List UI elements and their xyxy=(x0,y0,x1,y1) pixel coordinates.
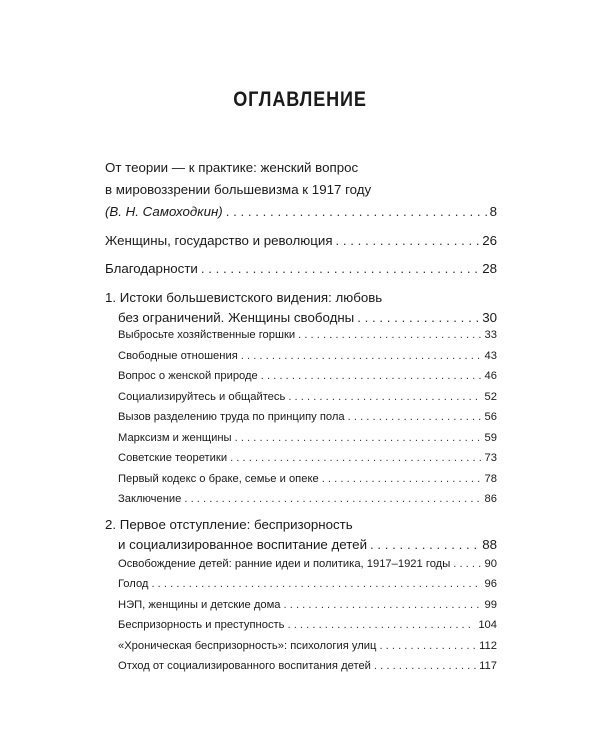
toc-entry[interactable] xyxy=(118,432,497,447)
toc-entry-title: Марксизм и женщины xyxy=(118,432,232,444)
toc-entry[interactable] xyxy=(118,599,497,614)
leader-dots xyxy=(226,204,487,219)
leader-dots xyxy=(357,310,479,325)
toc-entry[interactable] xyxy=(118,370,497,385)
toc-page-number: 90 xyxy=(484,558,497,570)
toc-page-number: 59 xyxy=(484,432,497,444)
toc-entry[interactable] xyxy=(105,261,497,279)
toc-entry-title: и социализированное воспитание детей xyxy=(118,537,367,552)
leader-dots xyxy=(261,370,482,382)
toc-entry[interactable] xyxy=(118,619,497,634)
toc-page-number: 73 xyxy=(484,452,497,464)
toc-entry[interactable] xyxy=(105,204,497,222)
toc-entry-line: 1. Истоки большевистского видения: любовь xyxy=(105,290,383,305)
leader-dots xyxy=(370,537,479,552)
leader-dots xyxy=(336,233,480,248)
leader-dots xyxy=(241,350,482,362)
toc-entry[interactable] xyxy=(118,660,497,675)
leader-dots xyxy=(288,391,481,403)
toc-page-number: 33 xyxy=(484,329,497,341)
toc-entry[interactable] xyxy=(118,640,497,655)
toc-entry-title: «Хроническая беспризорность»: психология улиц xyxy=(118,640,377,652)
toc-entry[interactable] xyxy=(118,350,497,365)
toc-entry[interactable] xyxy=(118,473,497,488)
leader-dots xyxy=(230,452,481,464)
toc-entry[interactable] xyxy=(118,329,497,344)
toc-entry-title: Освобождение детей: ранние идеи и политика, 1917–1921 годы xyxy=(118,558,451,570)
leader-dots xyxy=(322,473,482,485)
toc-entry-line: 2. Первое отступление: беспризорность xyxy=(105,517,353,532)
toc-page-number: 117 xyxy=(479,660,497,672)
toc-entry-title: Советские теоретики xyxy=(118,452,228,464)
toc-entry[interactable] xyxy=(105,233,497,251)
toc-entry[interactable] xyxy=(118,411,497,426)
leader-dots xyxy=(184,493,481,505)
leader-dots xyxy=(453,558,481,570)
toc-page-number: 8 xyxy=(489,204,497,219)
leader-dots xyxy=(151,578,481,590)
leader-dots xyxy=(235,432,482,444)
toc-entry[interactable] xyxy=(118,537,497,555)
toc-page-number: 52 xyxy=(484,391,497,403)
toc-entry[interactable] xyxy=(118,493,497,508)
toc-entry[interactable] xyxy=(118,578,497,593)
toc-page-number: 56 xyxy=(484,411,497,423)
toc-page-number: 46 xyxy=(484,370,497,382)
toc-entry-line: в мировоззрении большевизма к 1917 году xyxy=(105,182,372,197)
toc-entry-line: От теории — к практике: женский вопрос xyxy=(105,160,359,175)
leader-dots xyxy=(374,660,476,672)
toc-entry-title: Свободные отношения xyxy=(118,350,238,362)
toc-page-number: 96 xyxy=(484,578,497,590)
leader-dots xyxy=(348,411,482,423)
toc-entry-title: Благодарности xyxy=(105,261,198,276)
toc-entry-title: Женщины, государство и революция xyxy=(105,233,333,248)
toc-entry[interactable] xyxy=(118,391,497,406)
toc-page-number: 43 xyxy=(484,350,497,362)
toc-entry-title: Выбросьте хозяйственные горшки xyxy=(118,329,296,341)
toc-page-number: 104 xyxy=(478,619,497,631)
leader-dots xyxy=(288,619,476,631)
toc-page-number: 28 xyxy=(482,261,497,276)
toc-entry-title: Вызов разделению труда по принципу пола xyxy=(118,411,345,423)
toc-entry-title: Социализируйтесь и общайтесь xyxy=(118,391,286,403)
page-title: ОГЛАВЛЕНИЕ xyxy=(233,88,367,111)
toc-entry-title: (В. Н. Самоходкин) xyxy=(105,204,223,219)
toc-entry-title: без ограничений. Женщины свободны xyxy=(118,310,355,325)
toc-entry-title: Вопрос о женской природе xyxy=(118,370,258,382)
toc-entry-title: Первый кодекс о браке, семье и опеке xyxy=(118,473,319,485)
toc-page-number: 99 xyxy=(484,599,497,611)
toc-entry-title: НЭП, женщины и детские дома xyxy=(118,599,281,611)
toc-entry-title: Отход от социализированного воспитания детей xyxy=(118,660,371,672)
toc-page-number: 88 xyxy=(482,537,497,552)
toc-page-number: 30 xyxy=(482,310,497,325)
toc-entry-title: Голод xyxy=(118,578,149,590)
toc-entry[interactable] xyxy=(118,558,497,573)
leader-dots xyxy=(298,329,481,341)
toc-entry-title: Беспризорность и преступность xyxy=(118,619,285,631)
toc-entry[interactable] xyxy=(118,452,497,467)
toc-page-number: 112 xyxy=(479,640,497,652)
leader-dots xyxy=(379,640,476,652)
toc-entry[interactable] xyxy=(118,310,497,328)
toc-page-number: 78 xyxy=(484,473,497,485)
toc-page-number: 26 xyxy=(482,233,497,248)
leader-dots xyxy=(284,599,482,611)
toc-entry-title: Заключение xyxy=(118,493,182,505)
leader-dots xyxy=(201,261,479,276)
toc-page-number: 86 xyxy=(484,493,497,505)
